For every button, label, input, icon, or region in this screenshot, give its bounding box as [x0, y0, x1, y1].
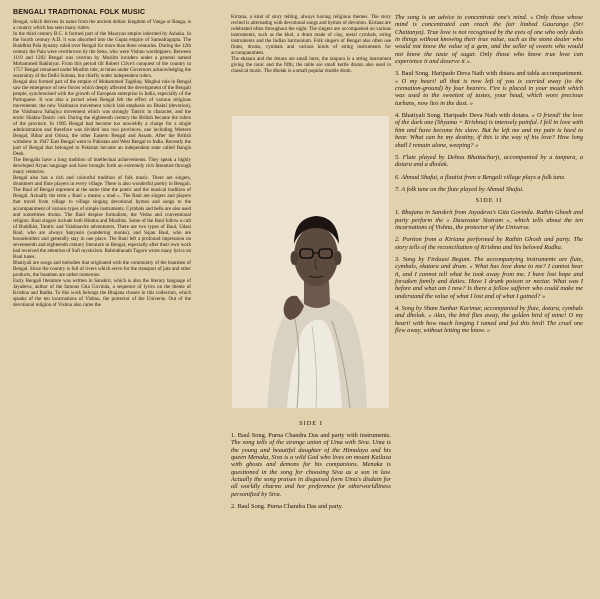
side-one-column	[231, 421, 391, 515]
track-item	[231, 503, 391, 510]
track-item	[395, 154, 583, 169]
track-label: 6. Ahmad Shafui, a flautist from a Bengali village plays a folk tune.	[395, 173, 566, 181]
track-label: 5. Flute played by Debou Bhattacharji, accompanied by a tanpura, a dotara and a dholak.	[395, 153, 583, 169]
track-item	[395, 70, 583, 107]
singer-portrait-photo	[232, 116, 389, 408]
intro-paragraph: Bhatiyali are songs and melodies that originated with the community of the boatmen of Bengal. Since the country is full of rivers which serve for the transport of jute and other products, the boatmen are rather numerous.	[13, 259, 191, 278]
track-label: 1. Bhajana in Sanskrit from Jayadeva's Gita Govinda. Rathin Ghosh and party perform the « Dasavatar Stotram », which tells about the ten incarnations of Vishnu, the protector of the Universe.	[395, 209, 583, 231]
portrait-illustration	[232, 116, 389, 408]
track-item	[395, 112, 583, 149]
track-item	[231, 432, 391, 498]
track-item	[395, 209, 583, 231]
intro-continued-column	[231, 14, 391, 74]
intro-paragraph: In the third century B.C. it formed part of the Mauryan empire inherited by Ashoka. In the fourth century A.D. it was absorbed into the Gupta empire of Samudragupta. The Buddhist Pala dynasty ruled over Bengal for more than three centuries. During the 12th century the Pala were overthrown by the Sena, who were Vishnu worshippers. Between 1119 and 1202 Bengal was overrun by Muslim invaders under a general named Mohammed Bakhtiyar. From this period till Robert Clive's conquest of the country in 1757 Bengal remained under Muslim rule, at times under Governors acknowledging the suzerainty of the Delhi Sultans, but chiefly under independent rulers.	[13, 31, 191, 80]
side-one-title: SIDE I	[299, 420, 323, 427]
track-item	[395, 186, 583, 193]
track-description: The song is an advice to concentrate one's mind. « Only those whose mind is concentrated can reach the fair limbed Gaurango (Sri Chaitanya). True love is not recognised by the eyes of one who only deals in things without knowing their true value, such as the stone dealer who would not know the value of a gem, and the seller of sweets who would not know the taste of sugar. Only those who know true love can experience it and deserve it ».	[395, 14, 583, 66]
intro-paragraph: The Bengalis have a long tradition of intellectual achievements. They speak a highly developed Aryan language and have brought forth an extremely rich literature through many centuries.	[13, 157, 191, 176]
page-title: BENGALI TRADITIONAL FOLK MUSIC	[13, 9, 146, 16]
track-item	[395, 305, 583, 334]
track-description: The story tells of the reconciliation of Krishna and his beloved Radha.	[395, 236, 583, 251]
track-description: « Alas, the bird flies away, the golden bird of mine! O my heart! with how much longing I tamed and fed this bird! The cruel one flew away, without letting me know. »	[395, 312, 583, 335]
track-item	[395, 256, 583, 300]
side-two-title: SIDE II	[475, 197, 503, 205]
track-label: 1. Baul Song. Purna Chandra Das and party with instruments.	[231, 432, 391, 440]
intro-paragraph: The ekatara and the dotara are small lutes, the tanpura is a string instrument giving the tonic and the fifth; the table are small kettle drums also used in classical music. The dholak is a small popular double drum.	[231, 56, 391, 75]
track-description: The song tells of the strange union of Uma with Siva. Uma is the young and beautiful daughter of the Himalaya and his queen Menaka, Siva is a wild God who lives on mount Kailasa with ghosts and demons for his companions. Menaka is questioned in the song for choosing Siva as a son in law. Actually the song praises in disguised form Uma's disdain for all worldly charms and her preference for otherworldliness personified by Siva.	[231, 439, 391, 498]
track-label: 4. Bhatiyali Song. Haripado Deva Nath with dotara.	[395, 112, 530, 120]
track-label: 2. Portion from a Kirtana performed by Rathin Ghosh and party.	[395, 236, 571, 244]
track-description: The accompanying instruments are flute, cymbals, ekatara and drum. « What has love done to me? I cannot bear it, and I cannot tell what he took away from me. I have lost hope and forsaken family and duties. Have I drunk poison or nectar. What was I before and what am I now? Is there a fellow sufferer who could make me understand the value of what I lost and of what I gained? »	[395, 255, 583, 300]
intro-paragraph: Kirtana, a kind of story telling, always having religious themes. The story recited is alternating with devotional songs and hymns of devotion. Kirtana are celebrated often throughout the night. The singers are accompanied on various instruments, such as the khol, a drum made of clay, metal cymbals, string instruments and the Indian harmonium. Folk singers of Bengal also often use flutes, drums, cymbals and various kinds of string instruments for accompaniment.	[231, 14, 391, 57]
track-description: « O friend! the love of the dark one (Shyama = Krishna) is intensely painful. I fell in love with him and have become his slave. But he left me and my pain is hard to bear. What can be my destiny, if this is the way of his love? How long shall I remain alone, weeping? »	[395, 112, 583, 149]
intro-paragraph: Bengal also formed part of the empire of Mohammed Tughluq. Mughul rule in Bengal saw the emergence of new forces which deeply affected the development of the Bengali people, synchronised with the growth of European enterprise in India, especially of the Portuguese. It was also a period when Bengal felt the effect of various religious movements; the new Vaishnava movement which laid emphasis on Bhakti (devotion), the Vaishnava Sahajiya movement which was strongly Tantric in character, and the erotic Shakta-Tantric cult. During the eighteenth century the British became the rulers of the province. In 1905 Bengal had become too unwieldly a charge for a single administration and therefore was divided into two provinces, one including Western Bengal, Bihar and Orissa, the other Eastern Bengal and Assam. After the British withdrew in 1947 East Bengal went to Pakistan and West Bengal to India. Recently the part of Bengal that belonged to Pakistan became an independent state called Bangla Desh.	[13, 79, 191, 158]
track-description: « O my heart! all that is now left of you is carried away (to the cremation-ground) by four bearers. Fire is placed in your mouth which was used to the sweetest of tastes, your head, which wore precious turbans, now lies in the dust. »	[395, 77, 583, 107]
track-label: 7. A folk tune on the flute played by Ahmad Shafui.	[395, 185, 524, 193]
track-label: 4. Song by Sham Sunhar Karimar, accompanied by flute, dotara, cymbals and dholak.	[395, 305, 583, 320]
intro-paragraph: Bengal, which derives its name from the ancient deltaic kingdom of Vanga or Banga, is a country which has seen many rulers.	[13, 19, 191, 32]
track-item	[395, 14, 583, 65]
track-label: 2. Baul Song. Purna Chandra Das and party.	[231, 503, 343, 511]
track-label: 3. Song by Firdausi Begum.	[395, 255, 472, 263]
tracks-column	[395, 14, 583, 339]
intro-paragraph: Early Bengali literature was written in Sanskrit, which is also the literary language of Jayadeva, author of the famous Gita Govinda, a sequence of lyrics on the theme of Krishna and Radha. To this work belongs the Bhajana chosen in this collection, which speaks of the ten incarnations of Vishnu, the protector of the Universe. Out of the devotional religion of Vishnu also came the	[13, 277, 191, 308]
intro-paragraph: Bengal also has a rich and colourful tradition of folk music. There are singers, drummers and flute players in every village. There is also wonderful poetry in Bengali. The Baul of Bengal represent at the same time the poetic and the musical tradition of Bengal. Actually the term « Baul » means « mad ». The Baul are singers and players that travel from village to village singing devotional hymns and songs to the accompaniment of various types of simple instruments. Cymbals and bells are also used and sometimes drums. The Baul despise formalism, the Vedas and conventional religion. Baul singers include both Hindus and Muslims. Some of the Baul follow a cult of Buddhist, Tantric and Vaishnavite adventurers. There are two types of Baul, Udasi Baul, who are always Sanyasin (wandering monks), and Sujan Baul, who are householders and generally stay in one place. The Baul left a profound impression on seventeenth and eighteenth century literature in Bengal, especially after their own work had received the attention of Sufi mysticism. Rabindranath Tagore wrote many lyrics on Baul tunes.	[13, 175, 191, 260]
track-label: 3. Baul Song. Haripado Deva Nath with dotara and tabla accompaniment.	[395, 70, 583, 78]
intro-column	[13, 10, 191, 308]
track-item	[395, 174, 583, 181]
track-item	[395, 236, 583, 251]
